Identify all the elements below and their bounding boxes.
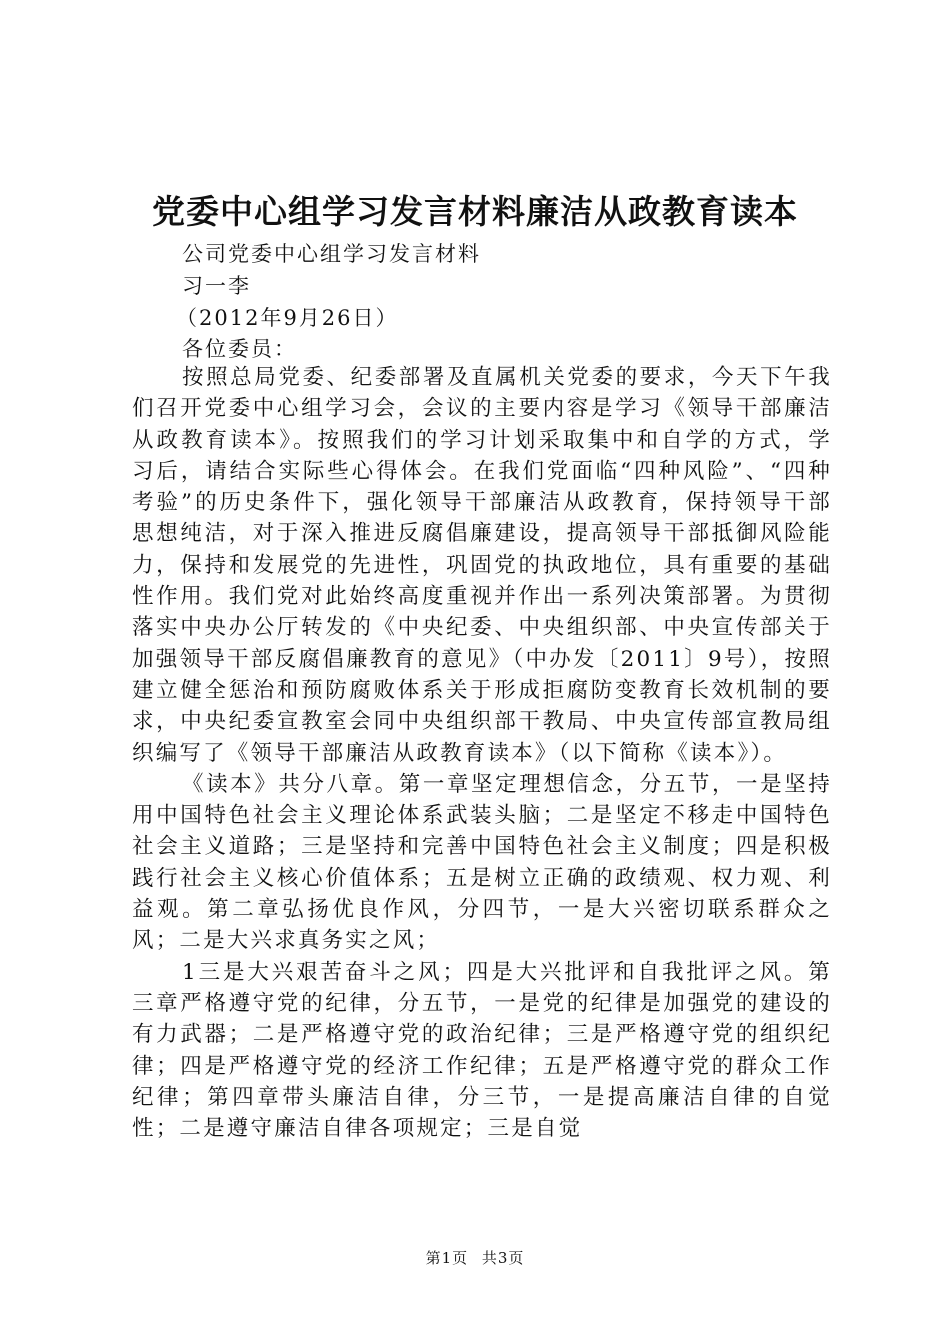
body-paragraph: 按照总局党委、纪委部署及直属机关党委的要求，今天下午我们召开党委中心组学习会，会议的主要内容是学习《领导干部廉洁从政教育读本》。按照我们的学习计划采取集中和自学的方式，学习后，请结合实际些心得体会。在我们党面临“四种风险”、“四种考验”的历史条件下，强化领导干部廉洁从政教育，保持领导干部思想纯洁，对于深入推进反腐倡廉建设，提高领导干部抵御风险能力，保持和发展党的先进性，巩固党的执政地位，具有重要的基础性作用。我们党对此始终高度重视并作出一系列决策部署。为贯彻落实中央办公厅转发的《中央纪委、中央组织部、中央宣传部关于加强领导干部反腐倡廉教育的意见》（中办发〔2011〕9号），按照建立健全惩治和预防腐败体系关于形成拒腐防变教育长效机制的要求，中央纪委宣教室会同中央组织部干教局、中央宣传部宣教局组织编写了《领导干部廉洁从政教育读本》（以下简称《读本》）。 xyxy=(132,365,832,766)
document-author: 习一李 xyxy=(182,274,251,298)
page-total: 共3页 xyxy=(481,1249,525,1267)
body-paragraph: 《读本》共分八章。第一章坚定理想信念，分五节，一是坚持用中国特色社会主义理论体系武装头脑；二是坚定不移走中国特色社会主义道路；三是坚持和完善中国特色社会主义制度；四是积极践行社会主义核心价值体系；五是树立正确的政绩观、权力观、利益观。第二章弘扬优良作风，分四节，一是大兴密切联系群众之风；二是大兴求真务实之风； xyxy=(132,771,832,954)
page-number: 第1页 xyxy=(425,1249,469,1267)
page-footer xyxy=(0,1247,950,1268)
document-subtitle: 公司党委中心组学习发言材料 xyxy=(182,242,481,266)
body-paragraph: 1三是大兴艰苦奋斗之风；四是大兴批评和自我批评之风。第三章严格遵守党的纪律，分五节，一是党的纪律是加强党的建设的有力武器；二是严格遵守党的政治纪律；三是严格遵守党的组织纪律；四是严格遵守党的经济工作纪律；五是严格遵守党的群众工作纪律；第四章带头廉洁自律，分三节，一是提高廉洁自律的自觉性；二是遵守廉洁自律各项规定；三是自觉 xyxy=(132,959,832,1142)
document-date: （2012年9月26日） xyxy=(176,306,399,330)
document-salutation: 各位委员： xyxy=(182,337,297,361)
document-title: 党委中心组学习发言材料廉洁从政教育读本 xyxy=(152,192,798,231)
document-body xyxy=(132,362,832,1144)
